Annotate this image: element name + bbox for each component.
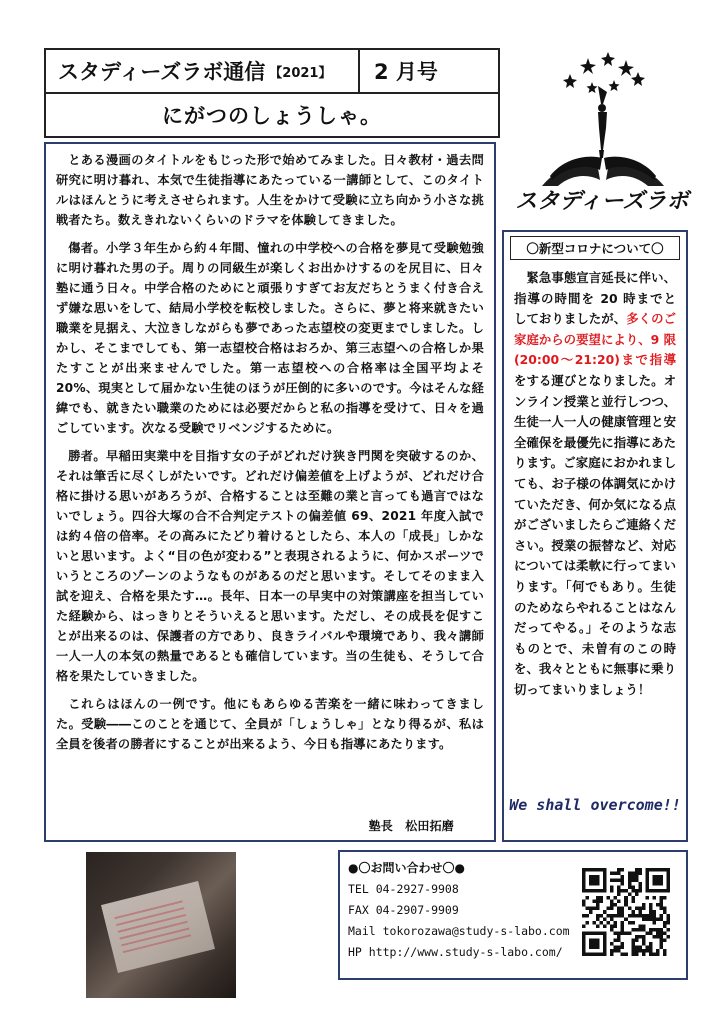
slogan: We shall overcome!! [509,796,681,814]
newsletter-subtitle: にがつのしょうしゃ。 [162,104,382,128]
article-paragraph: 傷者。小学３年生から約４年間、憧れの中学校への合格を夢見て受験勉強に明け暮れた男の子。周りの同級生が楽しくお出かけするのを尻目に、日々塾に通う日々。中学合格のためにと頑張りすぎてお友だちとうまく付き合えず嫌な思いをして、結局小学校を転校しました。さらに、夢と将来就きたい職業を見据え、大泣きしながらも夢であった志望校の変更までしました。しかし、そこまでしても、第一志望校合格はおろか、第三志望への合格しか果たすことが出来ませんでした。第一志望校への合格率は全国平均よそ 20%、現実として届かない生徒のほうが圧倒的に多いのです。今はそんな経緯でも、就きたい職業のためには必要だからと私の指導を受けて、日々を過ごしています。次なる受験でリベンジするために。 [56,241,484,435]
contact-tel: TEL 04-2927-9908 [348,882,459,896]
star-icon [609,80,620,91]
issue-box [358,48,500,94]
article-paragraph: これらはほんの一例です。他にもあらゆる苦楽を一緒に味わってきました。受験――このことを通じて、全員が「しょうしゃ」となり得るが、私は全員を後者の勝者にすることが出来るよう、今日も指導にあたります。 [56,697,484,751]
star-icon [580,58,596,74]
covid-notice-title: 〇新型コロナについて〇 [510,236,680,260]
contact-homepage[interactable]: HP http://www.study-s-labo.com/ [348,945,563,959]
article-signature: 塾長 松田拓磨 [368,819,454,833]
article-paragraph: 勝者。早稲田実業中を目指す女の子がどれだけ狭き門関を突破するのか、それは筆舌に尽くしがたいです。どれだけ偏差値を上げようが、どれだけ合格に掛ける思いがあろうが、合格することは至難の業と言っても過言ではないでしょう。四谷大塚の合不合判定テストの偏差値 69、2021 年度入試では約４倍の倍率。その高みにたどり着けるとしたら、本人の「成長」しかないと思います。よく“目の色が変わる”と表現されるように、何かスポーツでいうところのゾーンのようなものがあるのだと思います。そしてそのまま入試を迎え、合格を果たす…。長年、日本一の早実中の対策講座を担当していた経験から、はっきりとそういえると思います。ただし、その成長を促すことが出来るのは、保護者の方であり、良きライバルや環境であり、我々講師一人一人の本気の熱量であるとも確信しています。当の生徒も、そうして合格を果たしていきました。 [56,449,484,683]
star-icon [587,82,598,93]
contact-heading: ●〇お問い合わせ〇● [348,861,465,875]
contact-mail[interactable]: Mail tokorozawa@study-s-labo.com [348,924,570,938]
covid-notice [502,230,688,842]
notice-text-after: をする運びとなりました。オンライン授業と並行しつつ、生徒一人一人の健康管理と安全確保を最優先に指導にあたります。ご家庭におかれましても、お子様の体調気にかけていただき、何か気になる点がございましたらご連絡ください。授業の振替など、対応については柔軟に行ってまいります。「何でもあり。生徒のためならやれることはなんだってやる。」そのような志ものとで、未曽有のこの時を、我々とともに無事に乗り切ってまいりましょう！ [514,372,676,697]
article-paragraph: とある漫画のタイトルをもじった形で始めてみました。日々教材・過去問研究に明け暮れ、本気で生徒指導にあたっている一講師として、このタイトルはほんとうに考えさせられます。人生をかけて受験に立ち向かう小さな挑戦者たち。数えきれないくらいのドラマを体験してきました。 [56,153,484,227]
contact-fax: FAX 04-2907-9909 [348,903,459,917]
subtitle-box [44,92,500,138]
newsletter-title-box [44,48,360,94]
study-notebook-photo [86,852,236,998]
star-icon [601,52,615,66]
star-icon [618,60,634,76]
covid-notice-body [504,264,686,700]
star-icon [631,72,645,86]
star-icon [563,74,577,88]
newsletter-year: 【2021】 [269,65,332,81]
contact-box [338,850,688,980]
notice-text-highlight: 多くのご家庭からの要望により、9 限(20:00～21:20)まで指導 [514,311,677,368]
qr-code-icon[interactable] [582,868,670,956]
issue-label: 2 月号 [374,60,438,84]
notebook-paper [101,881,215,973]
main-article [44,142,496,842]
logo-wordmark: スタディーズラボ [515,189,689,214]
notice-text-before: 緊急事態宣言延長に伴い、指導の時間を 20 時までとしておりましたが、 [514,270,676,327]
newsletter-title: スタディーズラボ通信 [58,60,266,84]
